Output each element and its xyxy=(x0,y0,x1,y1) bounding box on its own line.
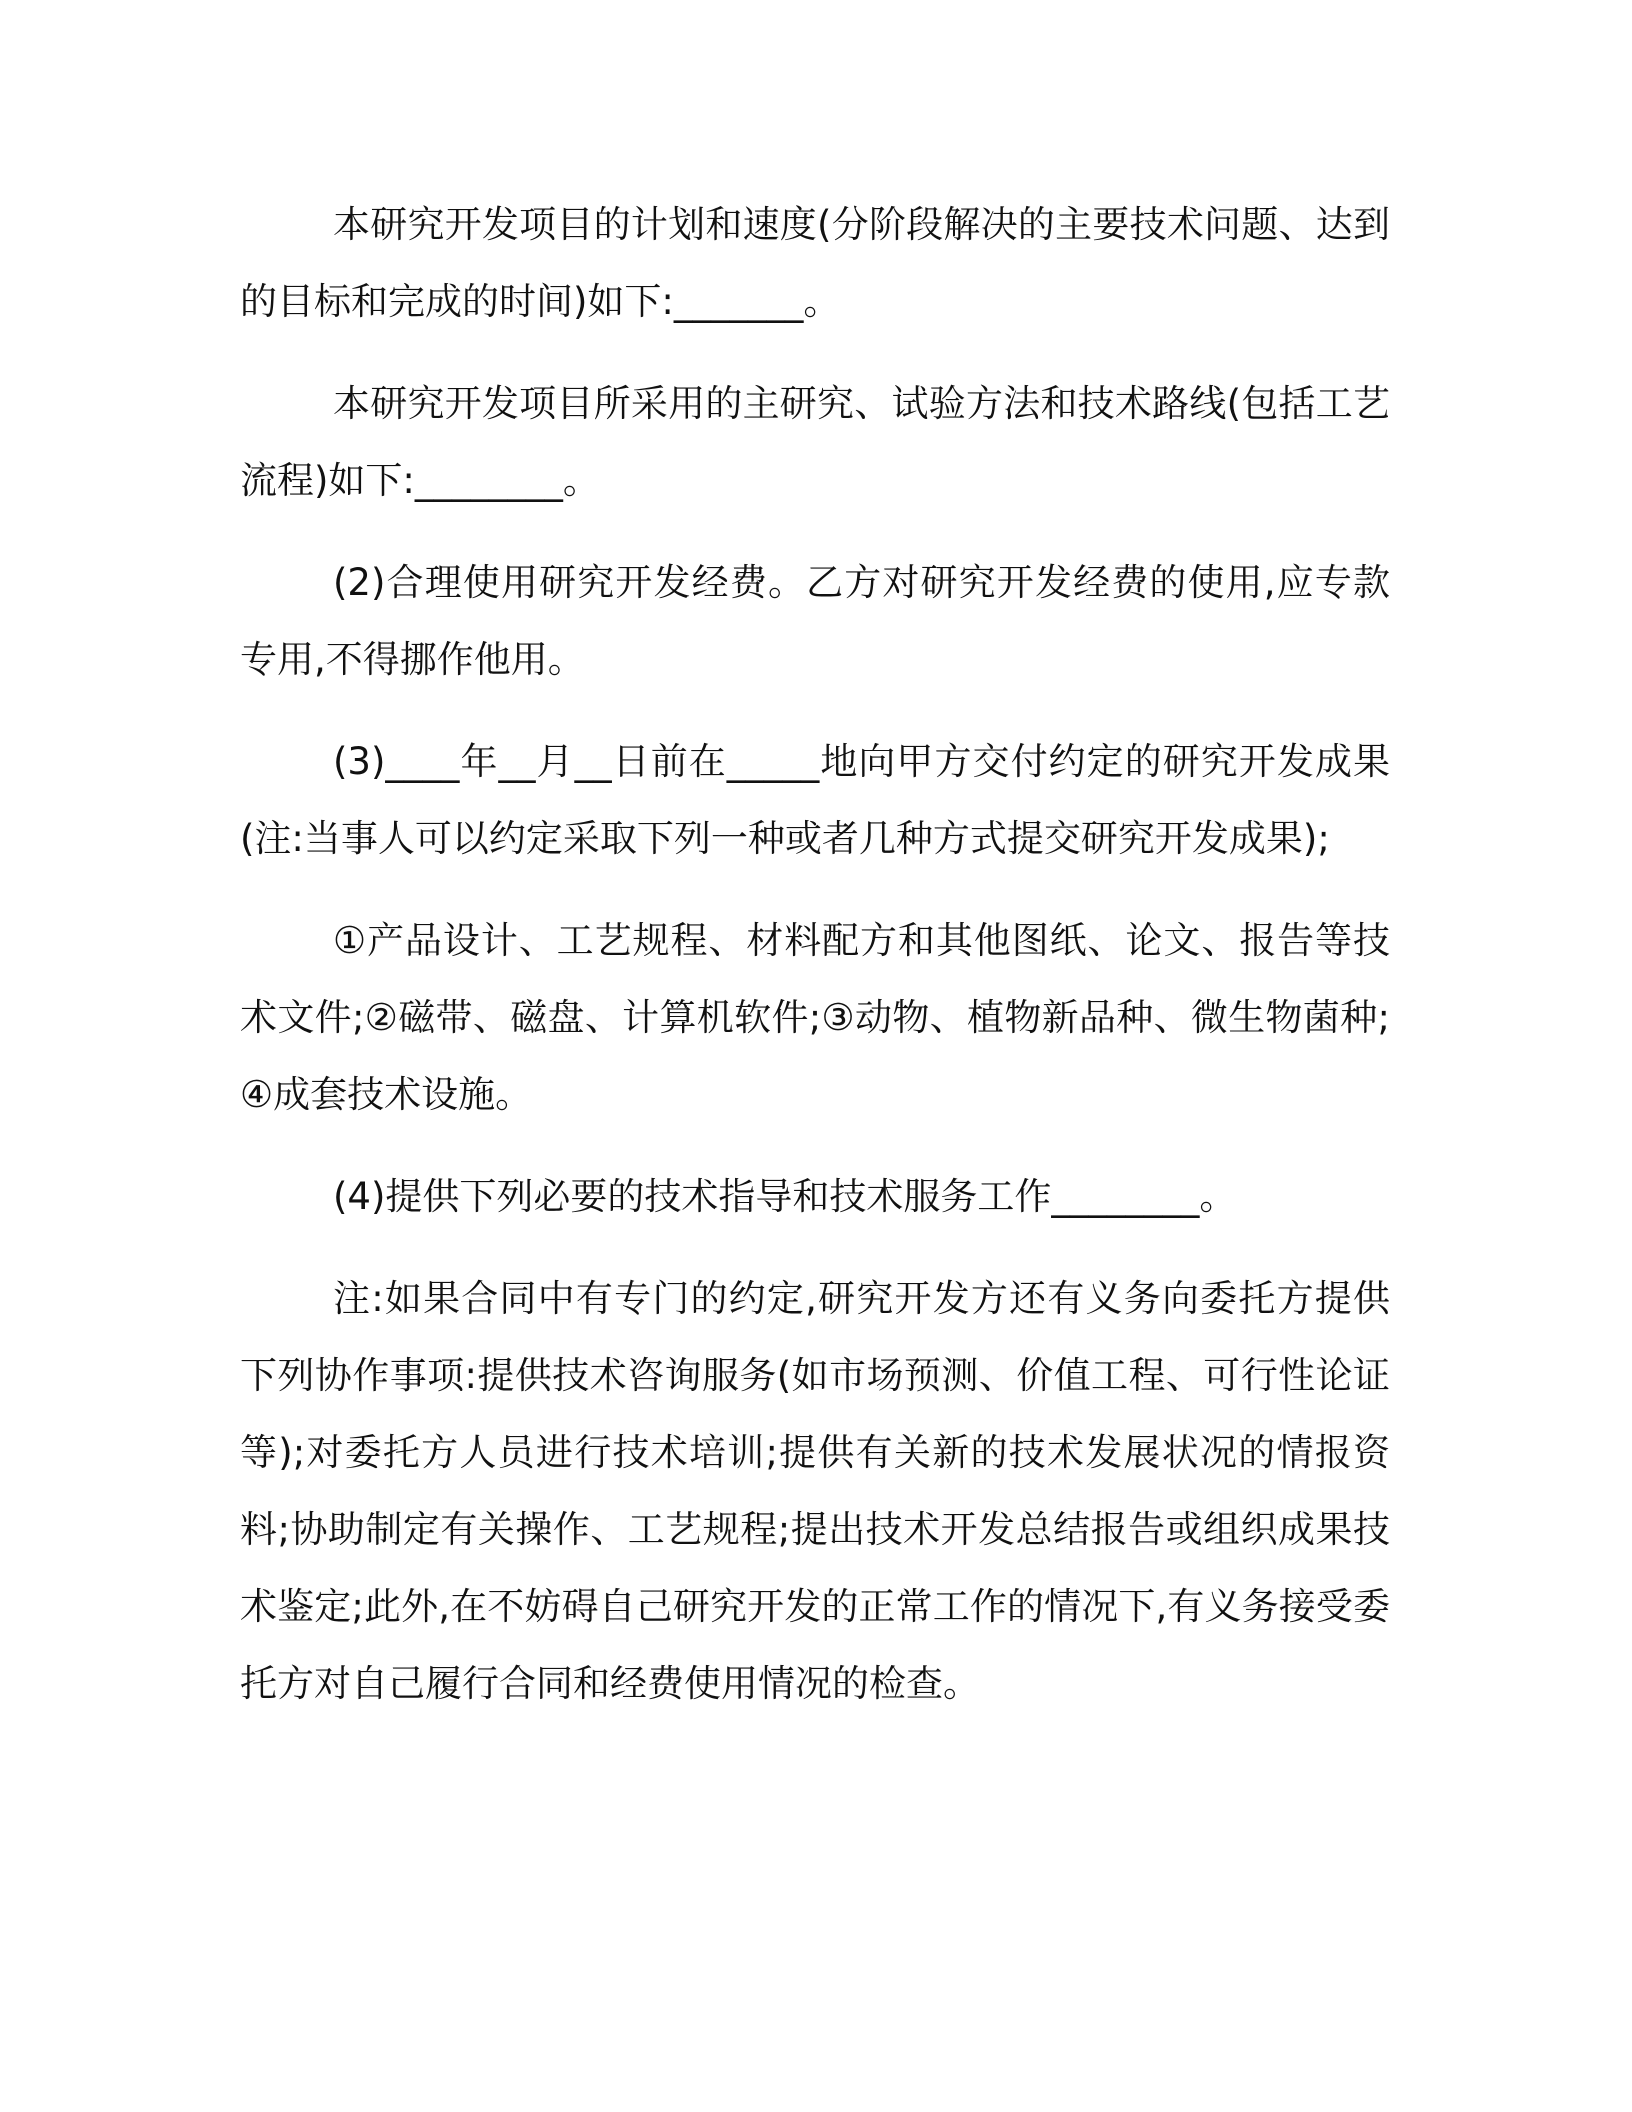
paragraph-methods-route: 本研究开发项目所采用的主研究、试验方法和技术路线(包括工艺流程)如下:________。 xyxy=(240,382,1390,502)
paragraph-funds-usage: (2)合理使用研究开发经费。乙方对研究开发经费的使用,应专款专用,不得挪作他用。 xyxy=(240,561,1390,681)
paragraph-plan-schedule: 本研究开发项目的计划和速度(分阶段解决的主要技术问题、达到的目标和完成的时间)如下:_______。 xyxy=(240,203,1390,323)
document-body xyxy=(240,186,1390,1747)
paragraph-delivery-forms: ①产品设计、工艺规程、材料配方和其他图纸、论文、报告等技术文件;②磁带、磁盘、计算机软件;③动物、植物新品种、微生物菌种;④成套技术设施。 xyxy=(240,919,1390,1116)
paragraph-technical-guidance: (4)提供下列必要的技术指导和技术服务工作________。 xyxy=(333,1175,1237,1218)
paragraph-delivery-date: (3)____年__月__日前在_____地向甲方交付约定的研究开发成果(注:当事人可以约定采取下列一种或者几种方式提交研究开发成果); xyxy=(240,740,1390,860)
paragraph-note-cooperation: 注:如果合同中有专门的约定,研究开发方还有义务向委托方提供下列协作事项:提供技术咨询服务(如市场预测、价值工程、可行性论证等);对委托方人员进行技术培训;提供有关新的技术发展状况的情报资料;协助制定有关操作、工艺规程;提出技术开发总结报告或组织成果技术鉴定;此外,在不妨碍自己研究开发的正常工作的情况下,有义务接受委托方对自己履行合同和经费使用情况的检查。 xyxy=(240,1277,1390,1705)
